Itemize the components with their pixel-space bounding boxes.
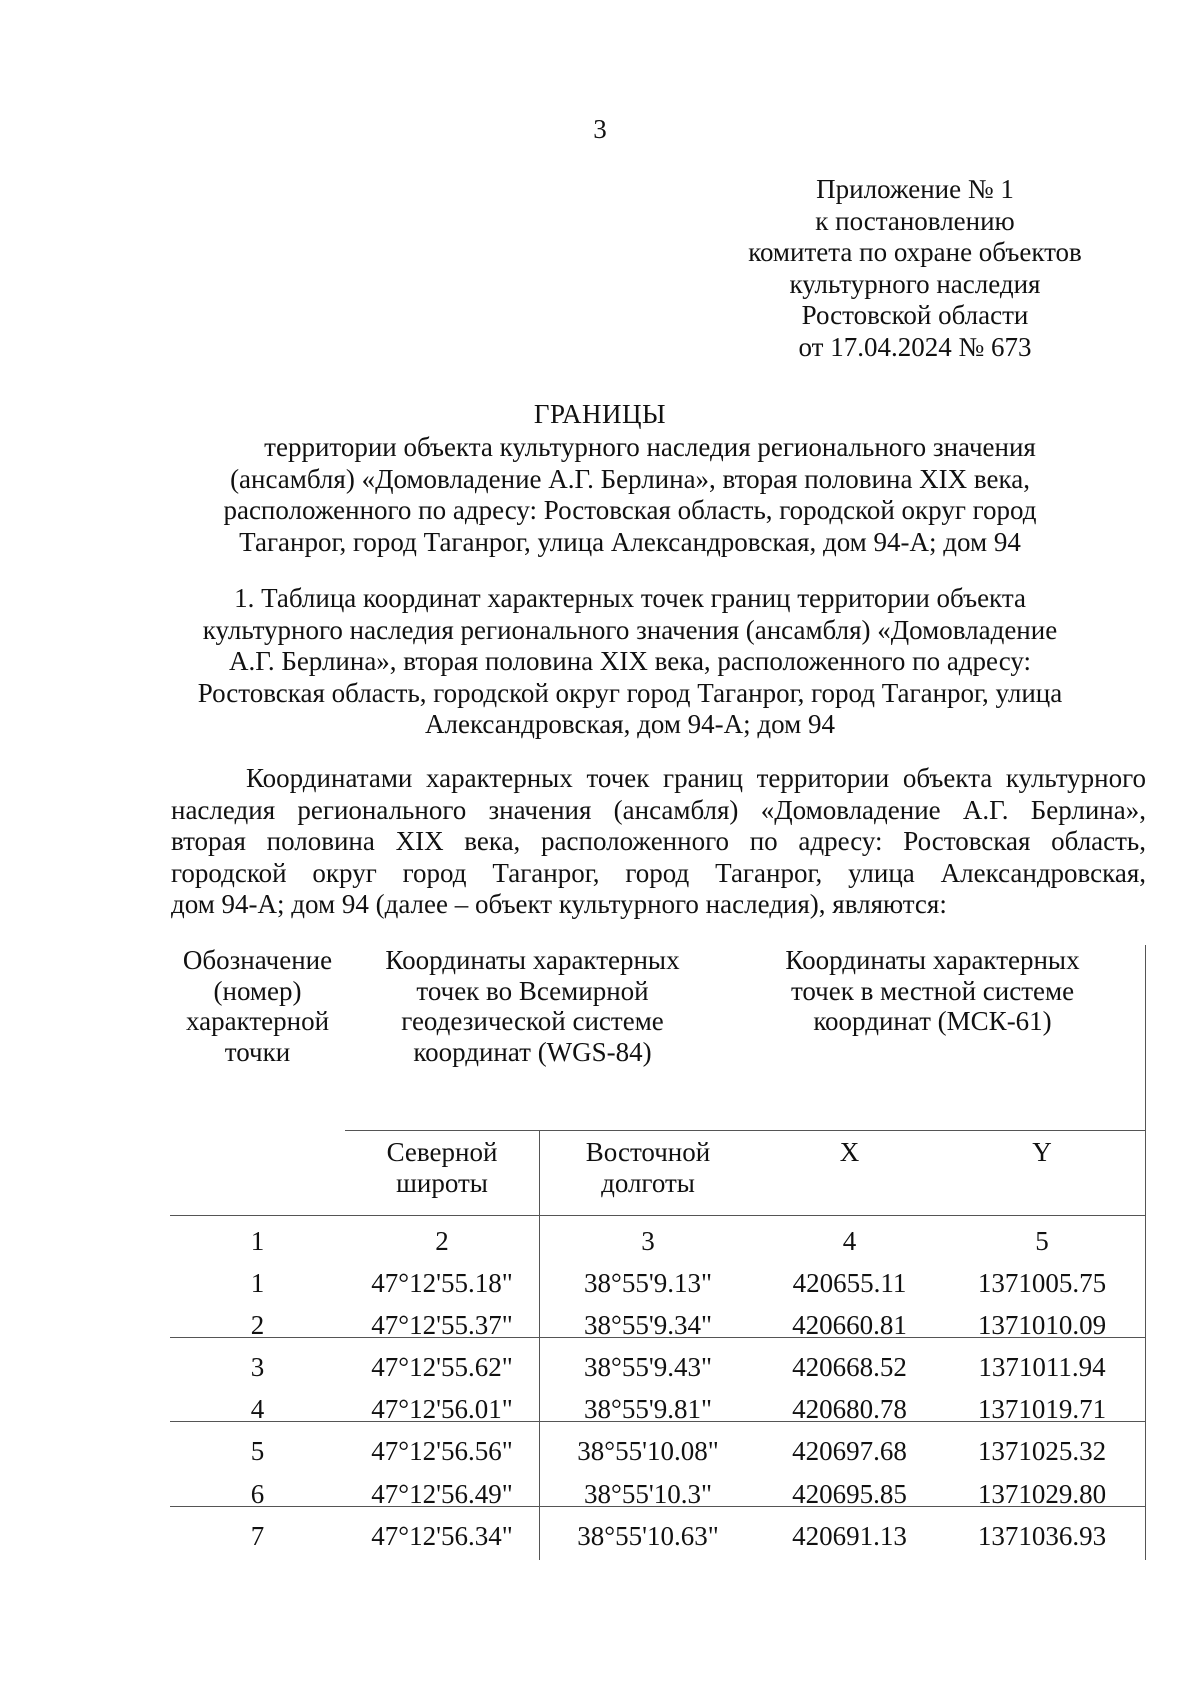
- header-line: точек во Всемирной: [416, 975, 649, 1006]
- header-line: характерной: [185, 1006, 330, 1036]
- table-row: [170, 1268, 1146, 1308]
- paragraph-line: вторая половина XIX века, расположенного по адресу: Ростовская область,: [171, 826, 1146, 856]
- cell-y: 1371036.93: [977, 1521, 1107, 1551]
- cell-y: 1371011.94: [978, 1352, 1106, 1382]
- table-row: [170, 1479, 1146, 1519]
- header-line: геодезической системе: [401, 1006, 664, 1036]
- header-msk: [720, 945, 1145, 1037]
- table-row: [170, 1310, 1146, 1350]
- cell-north: 47°12'56.56": [371, 1436, 513, 1466]
- section-line: 1. Таблица координат характерных точек границ территории объекта: [234, 583, 1026, 613]
- appendix-header: [720, 174, 1110, 363]
- header-wgs: [345, 945, 720, 1067]
- header-line: Восточной: [585, 1137, 711, 1167]
- cell-x: 420695.85: [792, 1479, 907, 1509]
- page-number: 3: [593, 114, 607, 144]
- table-divider: [345, 1130, 1146, 1131]
- cell-north: 47°12'55.37": [371, 1310, 513, 1340]
- cell-east: 38°55'10.3": [584, 1479, 712, 1509]
- cell-north: 47°12'55.62": [371, 1352, 513, 1382]
- cell-x: 420697.68: [792, 1436, 907, 1466]
- column-number: 2: [435, 1226, 449, 1256]
- header-line: (номер): [213, 975, 302, 1006]
- paragraph-line: городской округ город Таганрог, город Таганрог, улица Александровская,: [171, 857, 1146, 888]
- intro-paragraph: [171, 763, 1146, 921]
- header-line: Координаты характерных: [385, 945, 680, 975]
- column-number: 3: [641, 1226, 655, 1256]
- cell-east: 38°55'9.34": [584, 1310, 712, 1340]
- header-line: точек в местной системе: [790, 975, 1075, 1006]
- section-line: Ростовская область, городской округ город Таганрог, город Таганрог, улица: [197, 677, 1063, 708]
- header-line: координат (МСК-61): [813, 1006, 1052, 1036]
- section-line: Александровская, дом 94-А; дом 94: [425, 709, 835, 739]
- document-title: ГРАНИЦЫ: [533, 399, 667, 429]
- cell-point: 1: [250, 1268, 265, 1298]
- cell-north: 47°12'56.49": [371, 1479, 513, 1509]
- header-line: точки: [224, 1036, 291, 1067]
- subtitle-line: территории объекта культурного наследия регионального значения: [264, 432, 1036, 462]
- cell-point: 6: [250, 1479, 265, 1509]
- cell-east: 38°55'9.43": [584, 1352, 712, 1382]
- cell-y: 1371005.75: [977, 1268, 1107, 1298]
- paragraph-line: наследия регионального значения (ансамбля) «Домовладение А.Г. Берлина»,: [171, 794, 1146, 825]
- table-divider: [170, 1215, 1146, 1216]
- appendix-line: от 17.04.2024 № 673: [798, 331, 1032, 362]
- cell-north: 47°12'56.34": [371, 1521, 513, 1551]
- paragraph-line: Координатами характерных точек границ территории объекта культурного: [246, 763, 1146, 793]
- column-number: 5: [1035, 1226, 1049, 1256]
- paragraph-line: дом 94-А; дом 94 (далее – объект культурного наследия), являются:: [171, 889, 947, 919]
- appendix-line: Приложение № 1: [816, 174, 1014, 204]
- header-line: координат (WGS-84): [413, 1036, 652, 1067]
- cell-y: 1371010.09: [977, 1310, 1107, 1340]
- cell-north: 47°12'55.18": [371, 1268, 513, 1298]
- subheader-x: X: [839, 1137, 860, 1167]
- appendix-line: к постановлению: [815, 205, 1015, 236]
- subheader-y: Y: [1032, 1137, 1052, 1167]
- header-line: Координаты характерных: [785, 945, 1080, 975]
- section-heading: [170, 583, 1090, 741]
- cell-point: 2: [250, 1310, 265, 1340]
- cell-y: 1371029.80: [977, 1479, 1107, 1509]
- appendix-line: комитета по охране объектов: [748, 237, 1082, 267]
- column-number: 1: [250, 1226, 265, 1256]
- subtitle-line: Таганрог, город Таганрог, улица Александровская, дом 94-А; дом 94: [239, 526, 1021, 557]
- cell-y: 1371019.71: [977, 1394, 1107, 1424]
- cell-point: 3: [250, 1352, 265, 1382]
- section-line: А.Г. Берлина», вторая половина XIX века, расположенного по адресу:: [229, 646, 1031, 676]
- cell-point: 5: [250, 1436, 265, 1466]
- cell-east: 38°55'10.08": [577, 1436, 719, 1466]
- header-line: Обозначение: [182, 945, 333, 975]
- header-line: долготы: [601, 1167, 695, 1198]
- header-line: Северной: [386, 1137, 498, 1167]
- subtitle-line: (ансамбля) «Домовладение А.Г. Берлина», вторая половина XIX века,: [230, 463, 1030, 494]
- cell-east: 38°55'9.81": [584, 1394, 712, 1424]
- table-row: [170, 1394, 1146, 1434]
- section-line: культурного наследия регионального значения (ансамбля) «Домовладение: [202, 614, 1058, 645]
- header-line: широты: [396, 1167, 488, 1198]
- cell-x: 420655.11: [792, 1268, 907, 1298]
- appendix-line: культурного наследия: [789, 268, 1041, 299]
- appendix-line: Ростовской области: [801, 300, 1029, 330]
- cell-x: 420680.78: [792, 1394, 907, 1424]
- header-point: [170, 945, 345, 1067]
- cell-y: 1371025.32: [977, 1436, 1107, 1466]
- column-number: 4: [842, 1226, 857, 1256]
- cell-point: 7: [250, 1521, 265, 1551]
- cell-point: 4: [250, 1394, 265, 1424]
- subheader-east: [539, 1137, 757, 1198]
- cell-north: 47°12'56.01": [371, 1394, 513, 1424]
- subheader-north: [345, 1137, 539, 1198]
- subtitle-line: расположенного по адресу: Ростовская область, городской округ город: [223, 495, 1037, 525]
- cell-east: 38°55'10.63": [577, 1521, 719, 1551]
- table-row: [170, 1436, 1146, 1476]
- cell-x: 420668.52: [792, 1352, 907, 1382]
- table-row: [170, 1521, 1146, 1561]
- document-subtitle: [170, 432, 1090, 558]
- cell-x: 420691.13: [792, 1521, 907, 1551]
- cell-x: 420660.81: [792, 1310, 907, 1340]
- cell-east: 38°55'9.13": [584, 1268, 712, 1298]
- table-row: [170, 1352, 1146, 1392]
